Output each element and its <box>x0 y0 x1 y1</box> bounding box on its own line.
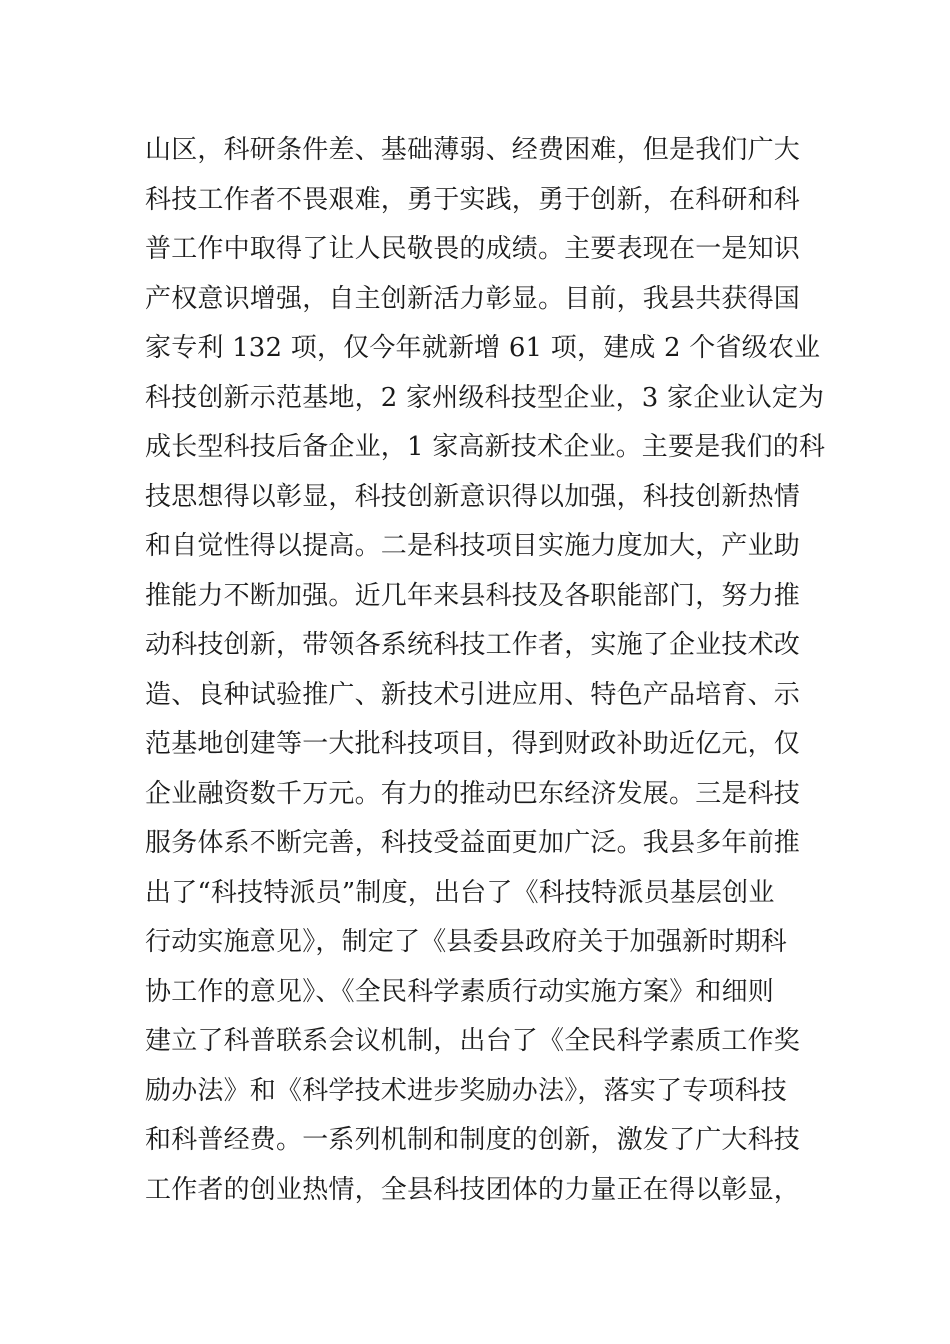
text-line: 科技工作者不畏艰难，勇于实践，勇于创新，在科研和科 <box>145 184 801 215</box>
text-line: 协工作的意见》、《全民科学素质行动实施方案》和细则 <box>145 976 775 1007</box>
text-line: 和科普经费。一系列机制和制度的创新，激发了广大科技 <box>145 1125 801 1155</box>
text-line: 动科技创新，带领各系统科技工作者，实施了企业技术改 <box>145 630 801 660</box>
text-line: 工作者的创业热情，全县科技团体的力量正在得以彰显， <box>145 1174 801 1205</box>
text-line: 企业融资数千万元。有力的推动巴东经济发展。三是科技 <box>145 778 801 809</box>
text-line: 成长型科技后备企业，1 家高新技术企业。主要是我们的科 <box>145 432 826 462</box>
text-line: 产权意识增强，自主创新活力彰显。目前，我县共获得国 <box>145 283 801 314</box>
text-line: 造、良种试验推广、新技术引进应用、特色产品培育、示 <box>145 679 801 710</box>
text-line: 行动实施意见》，制定了《县委县政府关于加强新时期科 <box>145 927 788 957</box>
document-body-text <box>145 126 826 1215</box>
text-line: 技思想得以彰显，科技创新意识得以加强，科技创新热情 <box>145 481 801 512</box>
text-line: 出了“科技特派员”制度，出台了《科技特派员基层创业 <box>145 877 775 908</box>
text-line: 和自觉性得以提高。二是科技项目实施力度加大，产业助 <box>145 531 801 561</box>
text-line: 家专利 132 项，仅今年就新增 61 项，建成 2 个省级农业 <box>145 333 821 363</box>
text-line: 山区，科研条件差、基础薄弱、经费困难，但是我们广大 <box>145 135 801 165</box>
text-line: 科技创新示范基地，2 家州级科技型企业，3 家企业认定为 <box>145 382 825 413</box>
text-line: 励办法》和《科学技术进步奖励办法》，落实了专项科技 <box>145 1075 788 1106</box>
text-line: 服务体系不断完善，科技受益面更加广泛。我县多年前推 <box>145 828 801 858</box>
text-line: 建立了科普联系会议机制，出台了《全民科学素质工作奖 <box>145 1026 801 1056</box>
text-line: 推能力不断加强。近几年来县科技及各职能部门，努力推 <box>145 580 801 611</box>
text-line: 普工作中取得了让人民敬畏的成绩。主要表现在一是知识 <box>145 234 801 264</box>
text-line: 范基地创建等一大批科技项目，得到财政补助近亿元，仅 <box>145 729 801 759</box>
